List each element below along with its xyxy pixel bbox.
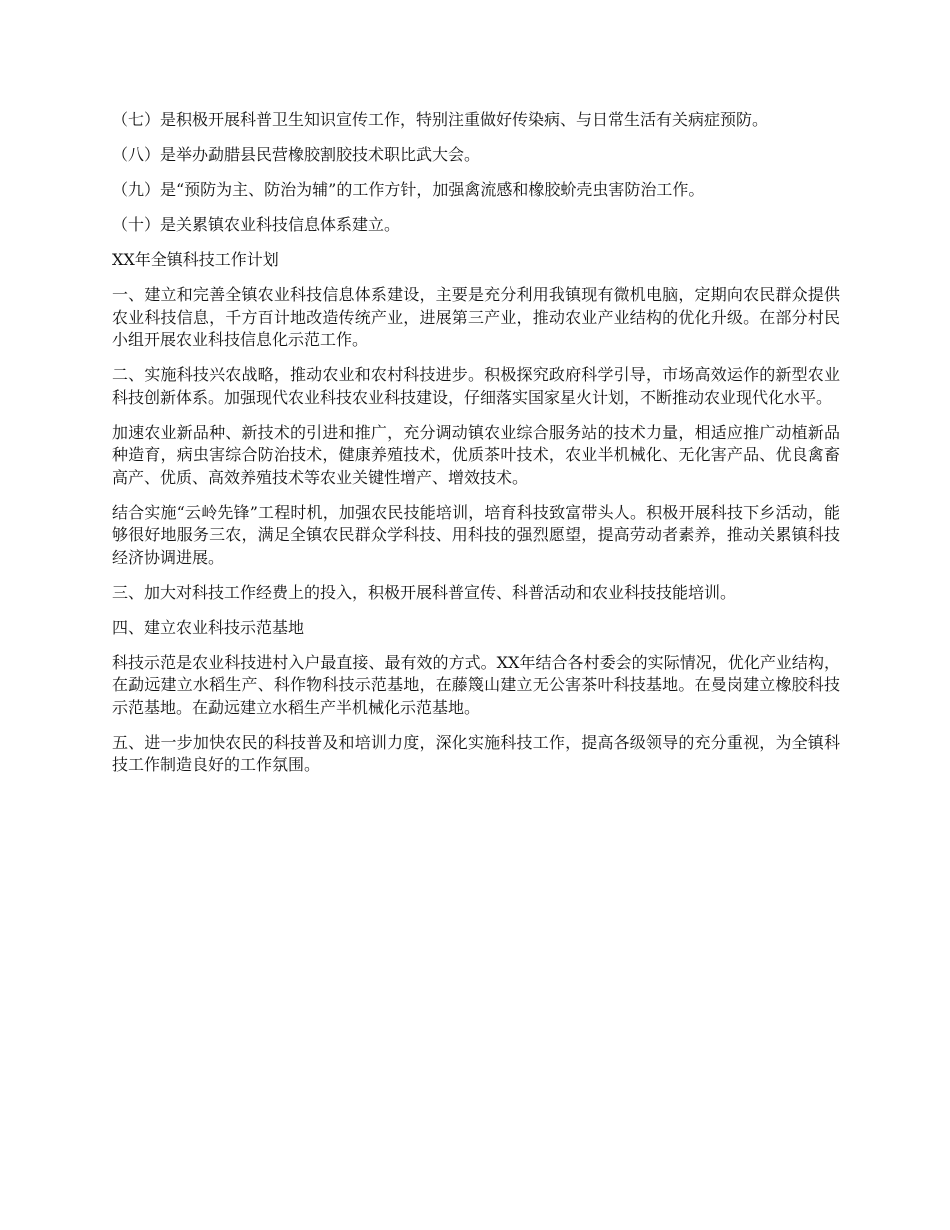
plan-heading: XX年全镇科技工作计划 xyxy=(112,250,279,269)
plan-section-4-heading: 四、建立农业科技示范基地 xyxy=(112,617,305,637)
plan-section-2-detail-b: 结合实施“云岭先锋”工程时机，加强农民技能培训，培育科技致富带头人。积极开展科技下乡活动，能够很好地服务三农，满足全镇农民群众学科技、用科技的强烈愿望，提高劳动者素养，推动关累镇科技经济协调进展。 xyxy=(112,502,840,567)
paragraph-item-10: （十）是关累镇农业科技信息体系建立。 xyxy=(112,215,401,234)
paragraph-item-7: （七）是积极开展科普卫生知识宣传工作，特别注重做好传染病、与日常生活有关病症预防。 xyxy=(112,110,769,129)
plan-section-2-detail-a: 加速农业新品种、新技术的引进和推广，充分调动镇农业综合服务站的技术力量，相适应推广动植新品种造育，病虫害综合防治技术，健康养殖技术，优质茶叶技术，农业半机械化、无化害产品、优良禽畜高产、优质、高效养殖技术等农业关键性增产、增效技术。 xyxy=(112,422,840,487)
document-body xyxy=(112,109,840,789)
paragraph-item-8: （八）是举办勐腊县民营橡胶割胶技术职比武大会。 xyxy=(112,145,481,164)
plan-section-3: 三、加大对科技工作经费上的投入，积极开展科普宣传、科普活动和农业科技技能培训。 xyxy=(112,582,737,602)
plan-section-4-detail: 科技示范是农业科技进村入户最直接、最有效的方式。XX年结合各村委会的实际情况，优化产业结构，在勐远建立水稻生产、科作物科技示范基地，在藤篾山建立无公害茶叶科技基地。在曼岗建立橡胶科技示范基地。在勐远建立水稻生产半机械化示范基地。 xyxy=(112,652,840,717)
plan-section-5: 五、进一步加快农民的科技普及和培训力度，深化实施科技工作，提高各级领导的充分重视，为全镇科技工作制造良好的工作氛围。 xyxy=(112,732,840,774)
plan-section-1: 一、建立和完善全镇农业科技信息体系建设，主要是充分利用我镇现有微机电脑，定期向农民群众提供农业科技信息，千方百计地改造传统产业，进展第三产业，推动农业产业结构的优化升级。在部分村民小组开展农业科技信息化示范工作。 xyxy=(112,285,840,349)
plan-section-2: 二、实施科技兴农战略，推动农业和农村科技进步。积极探究政府科学引导，市场高效运作的新型农业科技创新体系。加强现代农业科技农业科技建设，仔细落实国家星火计划，不断推动农业现代化水平。 xyxy=(112,365,840,407)
paragraph-item-9: （九）是“预防为主、防治为辅”的工作方针，加强禽流感和橡胶蚧壳虫害防治工作。 xyxy=(112,180,705,199)
